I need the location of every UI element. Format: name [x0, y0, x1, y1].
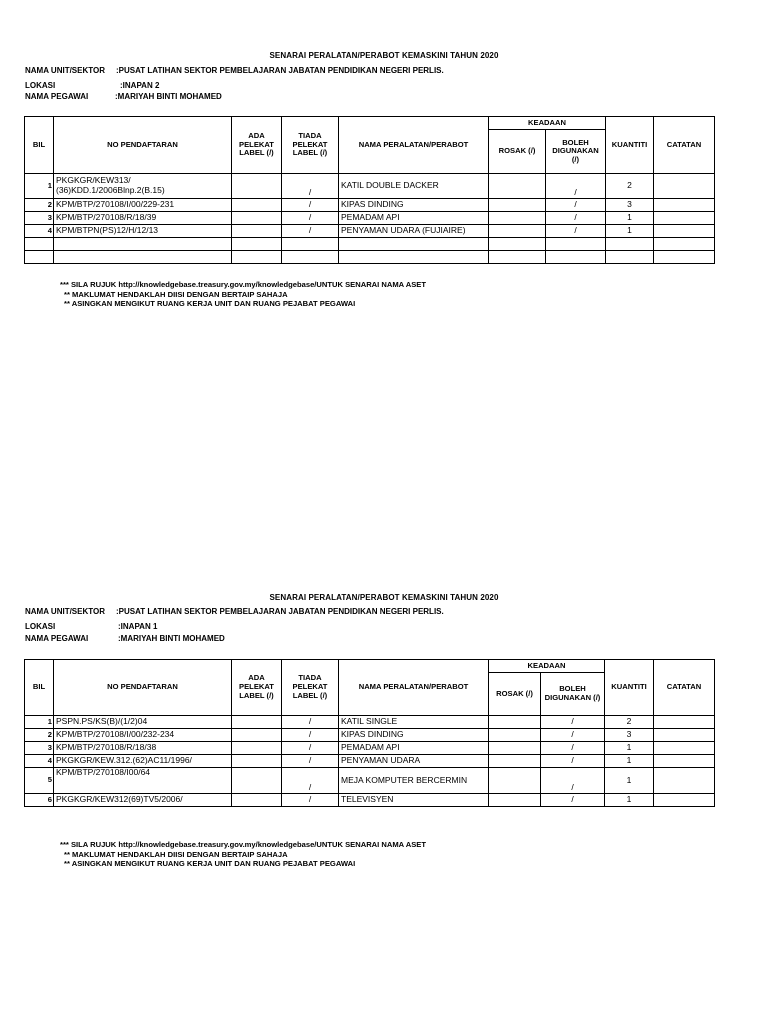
cell-bil: 1: [25, 716, 54, 729]
cell-nama: KATIL SINGLE: [339, 716, 489, 729]
header-no-pendaftaran: NO PENDAFTARAN: [54, 660, 232, 716]
cell-kuantiti: 3: [605, 729, 654, 742]
cell-bil: 1: [25, 174, 54, 199]
cell-ada: [232, 225, 282, 238]
cell-bil: 5: [25, 768, 54, 794]
location-value: :INAPAN 1: [118, 622, 158, 631]
cell-catatan: [654, 794, 715, 807]
unit-sector-label: NAMA UNIT/SEKTOR: [25, 66, 105, 75]
unit-sector-value: :PUSAT LATIHAN SEKTOR PEMBELAJARAN JABATAN PENDIDIKAN NEGERI PERLIS.: [116, 66, 444, 75]
header-boleh-digunakan: BOLEH DIGUNAKAN (/): [541, 673, 605, 716]
cell-nama: PEMADAM API: [339, 212, 489, 225]
table-row: [25, 755, 715, 768]
officer-value: :MARIYAH BINTI MOHAMED: [115, 92, 222, 101]
table-row: [25, 742, 715, 755]
cell-rosak: [489, 174, 546, 199]
note-typed: ** MAKLUMAT HENDAKLAH DIISI DENGAN BERTAIP SAHAJA: [64, 289, 288, 299]
header-kuantiti: KUANTITI: [606, 117, 654, 174]
table-row-empty: [25, 238, 715, 251]
cell-rosak: [489, 794, 541, 807]
header-bil: BIL: [25, 117, 54, 174]
table-row: [25, 199, 715, 212]
cell-rosak: [489, 716, 541, 729]
cell-bil: 3: [25, 212, 54, 225]
table-row: [25, 174, 715, 199]
cell-nama: PEMADAM API: [339, 742, 489, 755]
cell-tiada: /: [282, 225, 339, 238]
cell-catatan: [654, 742, 715, 755]
cell-boleh: /: [541, 755, 605, 768]
unit-sector-row: [25, 66, 444, 75]
header-catatan: CATATAN: [654, 117, 715, 174]
header-tiada-pelekat: TIADA PELEKAT LABEL (/): [282, 117, 339, 174]
cell-ada: [232, 212, 282, 225]
notes: [60, 840, 426, 869]
header-nama-peralatan: NAMA PERALATAN/PERABOT: [339, 117, 489, 174]
table-row: [25, 212, 715, 225]
form-title: SENARAI PERALATAN/PERABOT KEMASKINI TAHUN 2020: [269, 593, 499, 602]
cell-rosak: [489, 212, 546, 225]
cell-kuantiti: 1: [605, 794, 654, 807]
header-ada-pelekat: ADA PELEKAT LABEL (/): [232, 117, 282, 174]
header-ada-pelekat: ADA PELEKAT LABEL (/): [232, 660, 282, 716]
cell-kuantiti: 1: [605, 742, 654, 755]
table-row: [25, 729, 715, 742]
cell-nama: KATIL DOUBLE DACKER: [339, 174, 489, 199]
officer-row: [25, 634, 225, 643]
cell-no-pendaftaran: KPM/BTP/270108/R/18/39: [54, 212, 232, 225]
cell-no-pendaftaran: PKGKGR/KEW312(69)TV5/2006/: [54, 794, 232, 807]
location-value: :INAPAN 2: [120, 81, 160, 90]
header-no-pendaftaran: NO PENDAFTARAN: [54, 117, 232, 174]
location-row: [25, 81, 160, 90]
header-rosak: ROSAK (/): [489, 673, 541, 716]
cell-bil: 2: [25, 729, 54, 742]
unit-sector-label: NAMA UNIT/SEKTOR: [25, 607, 105, 616]
note-reference: *** SILA RUJUK http://knowledgebase.treasury.gov.my/knowledgebase/UNTUK SENARAI NAMA ASET: [60, 840, 426, 849]
cell-boleh: /: [546, 199, 606, 212]
cell-catatan: [654, 174, 715, 199]
notes: [60, 280, 426, 309]
cell-catatan: [654, 768, 715, 794]
cell-catatan: [654, 199, 715, 212]
cell-nama: PENYAMAN UDARA: [339, 755, 489, 768]
header-catatan: CATATAN: [654, 660, 715, 716]
cell-bil: 6: [25, 794, 54, 807]
officer-label: NAMA PEGAWAI: [25, 634, 89, 643]
cell-ada: [232, 794, 282, 807]
cell-ada: [232, 768, 282, 794]
form-title: SENARAI PERALATAN/PERABOT KEMASKINI TAHUN 2020: [269, 51, 499, 60]
location-label: LOKASI: [25, 622, 56, 631]
cell-no-pendaftaran: KPM/BTP/270108/I/00/229-231: [54, 199, 232, 212]
cell-no-pendaftaran: KPM/BTPN(PS)12/H/12/13: [54, 225, 232, 238]
cell-rosak: [489, 742, 541, 755]
header-tiada-pelekat: TIADA PELEKAT LABEL (/): [282, 660, 339, 716]
officer-value: :MARIYAH BINTI MOHAMED: [118, 634, 225, 643]
unit-sector-value: :PUSAT LATIHAN SEKTOR PEMBELAJARAN JABATAN PENDIDIKAN NEGERI PERLIS.: [116, 607, 444, 616]
cell-no-pendaftaran: KPM/BTP/270108/I00/64: [54, 768, 232, 794]
cell-tiada: /: [282, 199, 339, 212]
cell-nama: KIPAS DINDING: [339, 729, 489, 742]
cell-boleh: /: [546, 212, 606, 225]
cell-rosak: [489, 755, 541, 768]
cell-rosak: [489, 199, 546, 212]
asset-table: [24, 659, 715, 807]
cell-bil: 4: [25, 225, 54, 238]
header-boleh-digunakan: BOLEH DIGUNAKAN (/): [546, 130, 606, 174]
cell-boleh: /: [541, 794, 605, 807]
cell-ada: [232, 716, 282, 729]
cell-catatan: [654, 729, 715, 742]
cell-kuantiti: 1: [606, 225, 654, 238]
cell-kuantiti: 1: [605, 755, 654, 768]
header-nama-peralatan: NAMA PERALATAN/PERABOT: [339, 660, 489, 716]
officer-label: NAMA PEGAWAI: [25, 92, 89, 101]
note-typed: ** MAKLUMAT HENDAKLAH DIISI DENGAN BERTAIP SAHAJA: [64, 849, 288, 859]
note-separate: ** ASINGKAN MENGIKUT RUANG KERJA UNIT DAN RUANG PEJABAT PEGAWAI: [64, 859, 356, 868]
cell-ada: [232, 755, 282, 768]
cell-no-pendaftaran: KPM/BTP/270108/I/00/232-234: [54, 729, 232, 742]
note-separate: ** ASINGKAN MENGIKUT RUANG KERJA UNIT DAN RUANG PEJABAT PEGAWAI: [64, 299, 356, 308]
cell-ada: [232, 742, 282, 755]
header-keadaan: KEADAAN: [489, 660, 605, 673]
header-kuantiti: KUANTITI: [605, 660, 654, 716]
cell-tiada: /: [282, 742, 339, 755]
cell-nama: KIPAS DINDING: [339, 199, 489, 212]
cell-nama: PENYAMAN UDARA (FUJIAIRE): [339, 225, 489, 238]
cell-bil: 2: [25, 199, 54, 212]
table-body: [25, 174, 715, 264]
cell-catatan: [654, 212, 715, 225]
cell-tiada: /: [282, 794, 339, 807]
cell-boleh: /: [541, 716, 605, 729]
cell-ada: [232, 174, 282, 199]
header-bil: BIL: [25, 660, 54, 716]
table-row: [25, 768, 715, 794]
cell-catatan: [654, 716, 715, 729]
cell-boleh: /: [546, 225, 606, 238]
cell-boleh: /: [541, 729, 605, 742]
cell-boleh: /: [541, 768, 605, 794]
table-row-empty: [25, 251, 715, 264]
cell-rosak: [489, 768, 541, 794]
cell-tiada: /: [282, 212, 339, 225]
cell-boleh: /: [541, 742, 605, 755]
cell-bil: 4: [25, 755, 54, 768]
cell-no-pendaftaran: KPM/BTP/270108/R/18/38: [54, 742, 232, 755]
table-row: [25, 794, 715, 807]
cell-tiada: /: [282, 755, 339, 768]
cell-tiada: /: [282, 768, 339, 794]
cell-catatan: [654, 225, 715, 238]
table-row: [25, 716, 715, 729]
cell-rosak: [489, 729, 541, 742]
cell-kuantiti: 2: [605, 716, 654, 729]
cell-no-pendaftaran: PKGKGR/KEW313/ (36)KDD.1/2006Blnp.2(B.15): [54, 174, 232, 199]
cell-tiada: /: [282, 174, 339, 199]
cell-kuantiti: 2: [606, 174, 654, 199]
cell-no-pendaftaran: PSPN.PS/KS(B)/(1/2)04: [54, 716, 232, 729]
cell-kuantiti: 1: [605, 768, 654, 794]
header-keadaan: KEADAAN: [489, 117, 606, 130]
cell-boleh: /: [546, 174, 606, 199]
cell-nama: MEJA KOMPUTER BERCERMIN: [339, 768, 489, 794]
cell-ada: [232, 729, 282, 742]
cell-nama: TELEVISYEN: [339, 794, 489, 807]
cell-kuantiti: 1: [606, 212, 654, 225]
note-reference: *** SILA RUJUK http://knowledgebase.treasury.gov.my/knowledgebase/UNTUK SENARAI NAMA ASET: [60, 280, 426, 289]
cell-tiada: /: [282, 716, 339, 729]
cell-kuantiti: 3: [606, 199, 654, 212]
cell-ada: [232, 199, 282, 212]
asset-table: [24, 116, 715, 264]
cell-rosak: [489, 225, 546, 238]
location-row: [25, 622, 158, 631]
cell-tiada: /: [282, 729, 339, 742]
header-rosak: ROSAK (/): [489, 130, 546, 174]
cell-bil: 3: [25, 742, 54, 755]
officer-row: [25, 92, 222, 101]
cell-no-pendaftaran: PKGKGR/KEW.312.(62)AC11/1996/: [54, 755, 232, 768]
unit-sector-row: [25, 607, 444, 616]
table-row: [25, 225, 715, 238]
cell-catatan: [654, 755, 715, 768]
table-body: [25, 716, 715, 807]
location-label: LOKASI: [25, 81, 56, 90]
